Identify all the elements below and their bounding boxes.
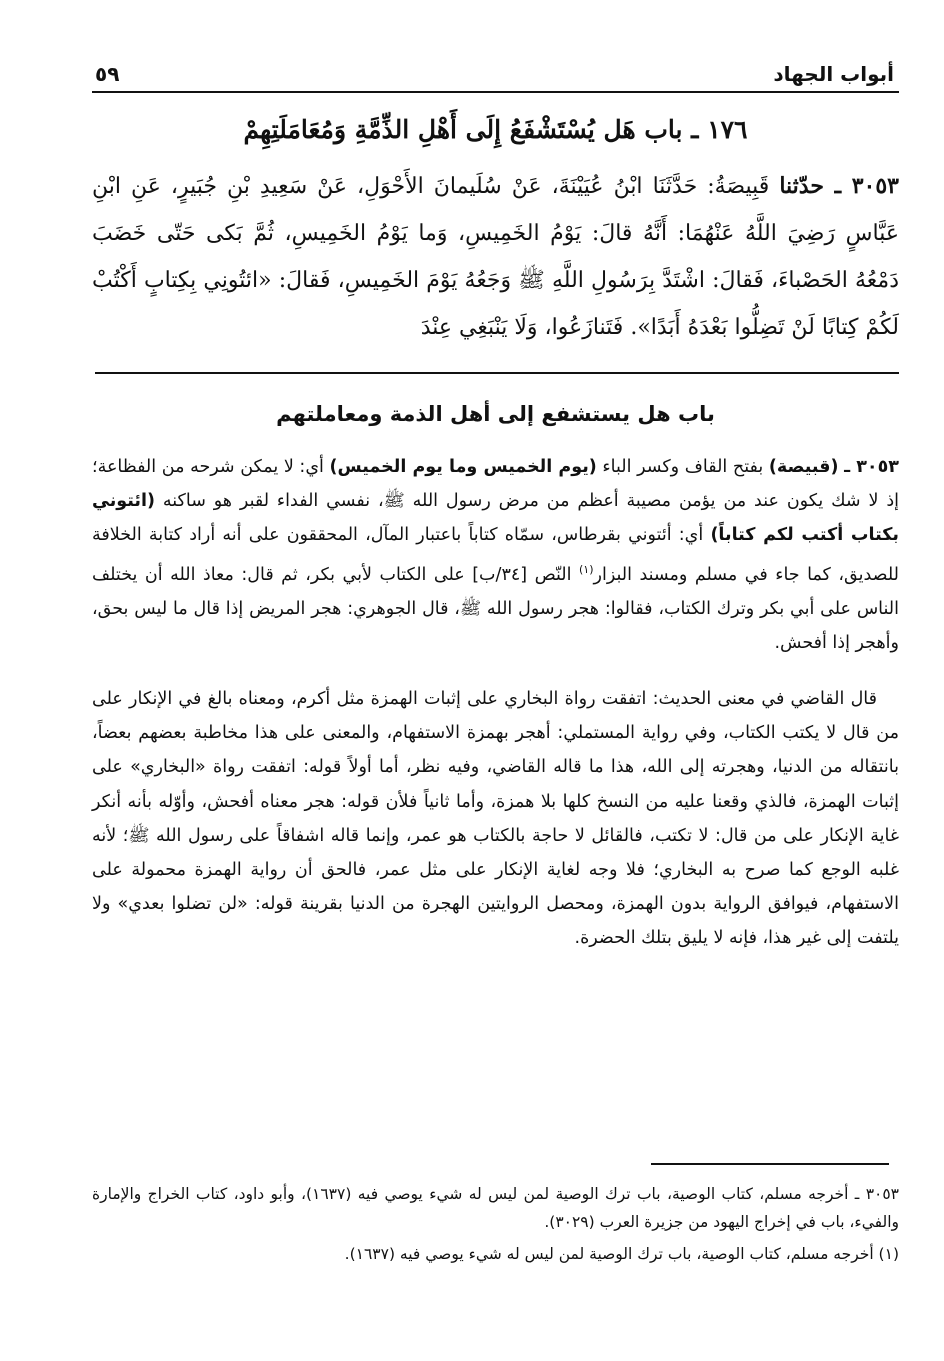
commentary-body: [92, 450, 899, 956]
running-header: [95, 50, 894, 86]
running-title: أبواب الجهاد: [773, 62, 894, 86]
commentary-lemma-3: (ائتوني بكتاب أكتب لكم كتاباً): [92, 491, 899, 546]
footnote-divider: [651, 1163, 889, 1165]
commentary-text-3: أي: أئتوني بقرطاس، سمّاه كتاباً باعتبار المآل، المحققون على أنه أراد كتابة الخلافة للصديق، كما جاء في مسلم ومسند البزار: [92, 525, 899, 585]
footnote-source: ٣٠٥٣ ـ أخرجه مسلم، كتاب الوصية، باب ترك الوصية لمن ليس له شيء يوصي فيه (١٦٣٧)، وأبو داود، كتاب الخراج والإمارة والفيء، باب في إخراج اليهود من جزيرة العرب (٣٠٢٩).: [92, 1185, 899, 1231]
commentary-text-4: النّص [٣٤/ب] على الكتاب لأبي بكر، ثم قال: معاذ الله أن يختلف الناس على أبي بكر وترك الكتاب، فقالوا: هجر رسول الله ﷺ، قال الجوهري: هجر المريض إذا قال ما ليس بحق، وأهجر إذا أفحش.: [92, 564, 899, 653]
page-number: ٥٩: [95, 62, 120, 86]
hadith-number: ٣٠٥٣ ـ حدّثنا: [779, 173, 899, 199]
hadith-body: قَبِيصَةُ: حَدَّثَنَا ابْنُ عُيَيْنَةَ، عَنْ سُلَيمانَ الأَحْوَلِ، عَنْ سَعِيدِ بْنِ جُبَيرٍ، عَنِ ابْنِ عَبَّاسٍ رَضِيَ اللَّهُ عَنْهُمَا: أَنَّهُ قالَ: يَوْمُ الخَمِيسِ، وَما يَوْمُ الخَمِيسِ، ثُمَّ بَكى حَتّى خَضَبَ دَمْعُهُ الحَصْباءَ، فَقالَ: اشْتَدَّ بِرَسُولِ اللَّهِ ﷺ وَجَعُهُ يَوْمَ الخَمِيسِ، فَقالَ: «ائتُونِي بِكِتابٍ أَكْتُبْ لَكُمْ كِتابًا لَنْ تَضِلُّوا بَعْدَهُ أَبَدًا». فَتَنازَعُوا، وَلَا يَنْبَغِي عِنْدَ: [92, 174, 899, 340]
commentary-lemma-2: (يوم الخميس وما يوم الخميس): [329, 457, 597, 477]
chapter-title: ١٧٦ ـ باب هَل يُسْتَشْفَعُ إِلَى أَهْلِ الذِّمَّةِ وَمُعَامَلَتِهِمْ: [243, 115, 748, 144]
commentary-text-1: بفتح القاف وكسر الباء: [602, 457, 764, 477]
commentary-section-title: باب هل يستشفع إلى أهل الذمة ومعاملتهم: [276, 402, 715, 426]
commentary-hadith-number: ٣٠٥٣ ـ: [844, 457, 899, 477]
commentary-lemma-1: (قبيصة): [768, 457, 839, 477]
main-divider: [95, 372, 899, 374]
commentary-paragraph-2: قال القاضي في معنى الحديث: اتفقت رواة البخاري على إثبات الهمزة مثل أكرم، ومعناه بالغ في الإنكار على من قال لا يكتب الكتاب، وفي رواية المستملي: أهجر بهمزة الاستفهام، والمعنى على هذا مخاطبة بعضهم بعضاً، بانتقاله من الدنيا، وهجرته إلى الله، هذا ما قاله القاضي، وفيه نظر، أما أولاً قوله: اتفقت رواة «البخاري» على إثبات الهمزة، فالذي وقعنا عليه من النسخ كلها بلا همزة، وأما ثانياً فلأن قوله: هجر معناه أفحش، وأوّله بأنه أنكر غاية الإنكار على من قال: لا تكتب، فالقائل لا حاجة بالكتاب هو عمر، وإنما قاله اشفاقاً على رسول الله ﷺ؛ لأنه غلبه الوجع كما صرح به البخاري؛ فلا وجه لغاية الإنكار على مثل عمر، فالحق أن رواية الهمزة محمولة على الاستفهام، فيوافق الرواية بدون الهمزة، ومحصل الروايتين الهجرة من الدنيا بقرينة قوله: «لن تضلوا بعدي» ولا يلتفت إلى غير هذا، فإنه لا يليق بتلك الحضرة.: [92, 689, 899, 949]
footnote-1: (١) أخرجه مسلم، كتاب الوصية، باب ترك الوصية لمن ليس له شيء يوصي فيه (١٦٣٧).: [344, 1245, 899, 1263]
footnotes: [92, 1180, 899, 1272]
commentary-paragraph-1: [92, 450, 899, 660]
header-rule: [92, 91, 899, 93]
hadith-text-block: [92, 163, 899, 351]
footnote-reference[interactable]: (١): [579, 562, 594, 576]
commentary-text-2: أي: لا يمكن شرحه من الفظاعة؛ إذ لا شك يكون عند من يؤمن مصيبة أعظم من مرض رسول الله ﷺ، نفسي الفداء لقبر هو ساكنه: [92, 457, 899, 512]
